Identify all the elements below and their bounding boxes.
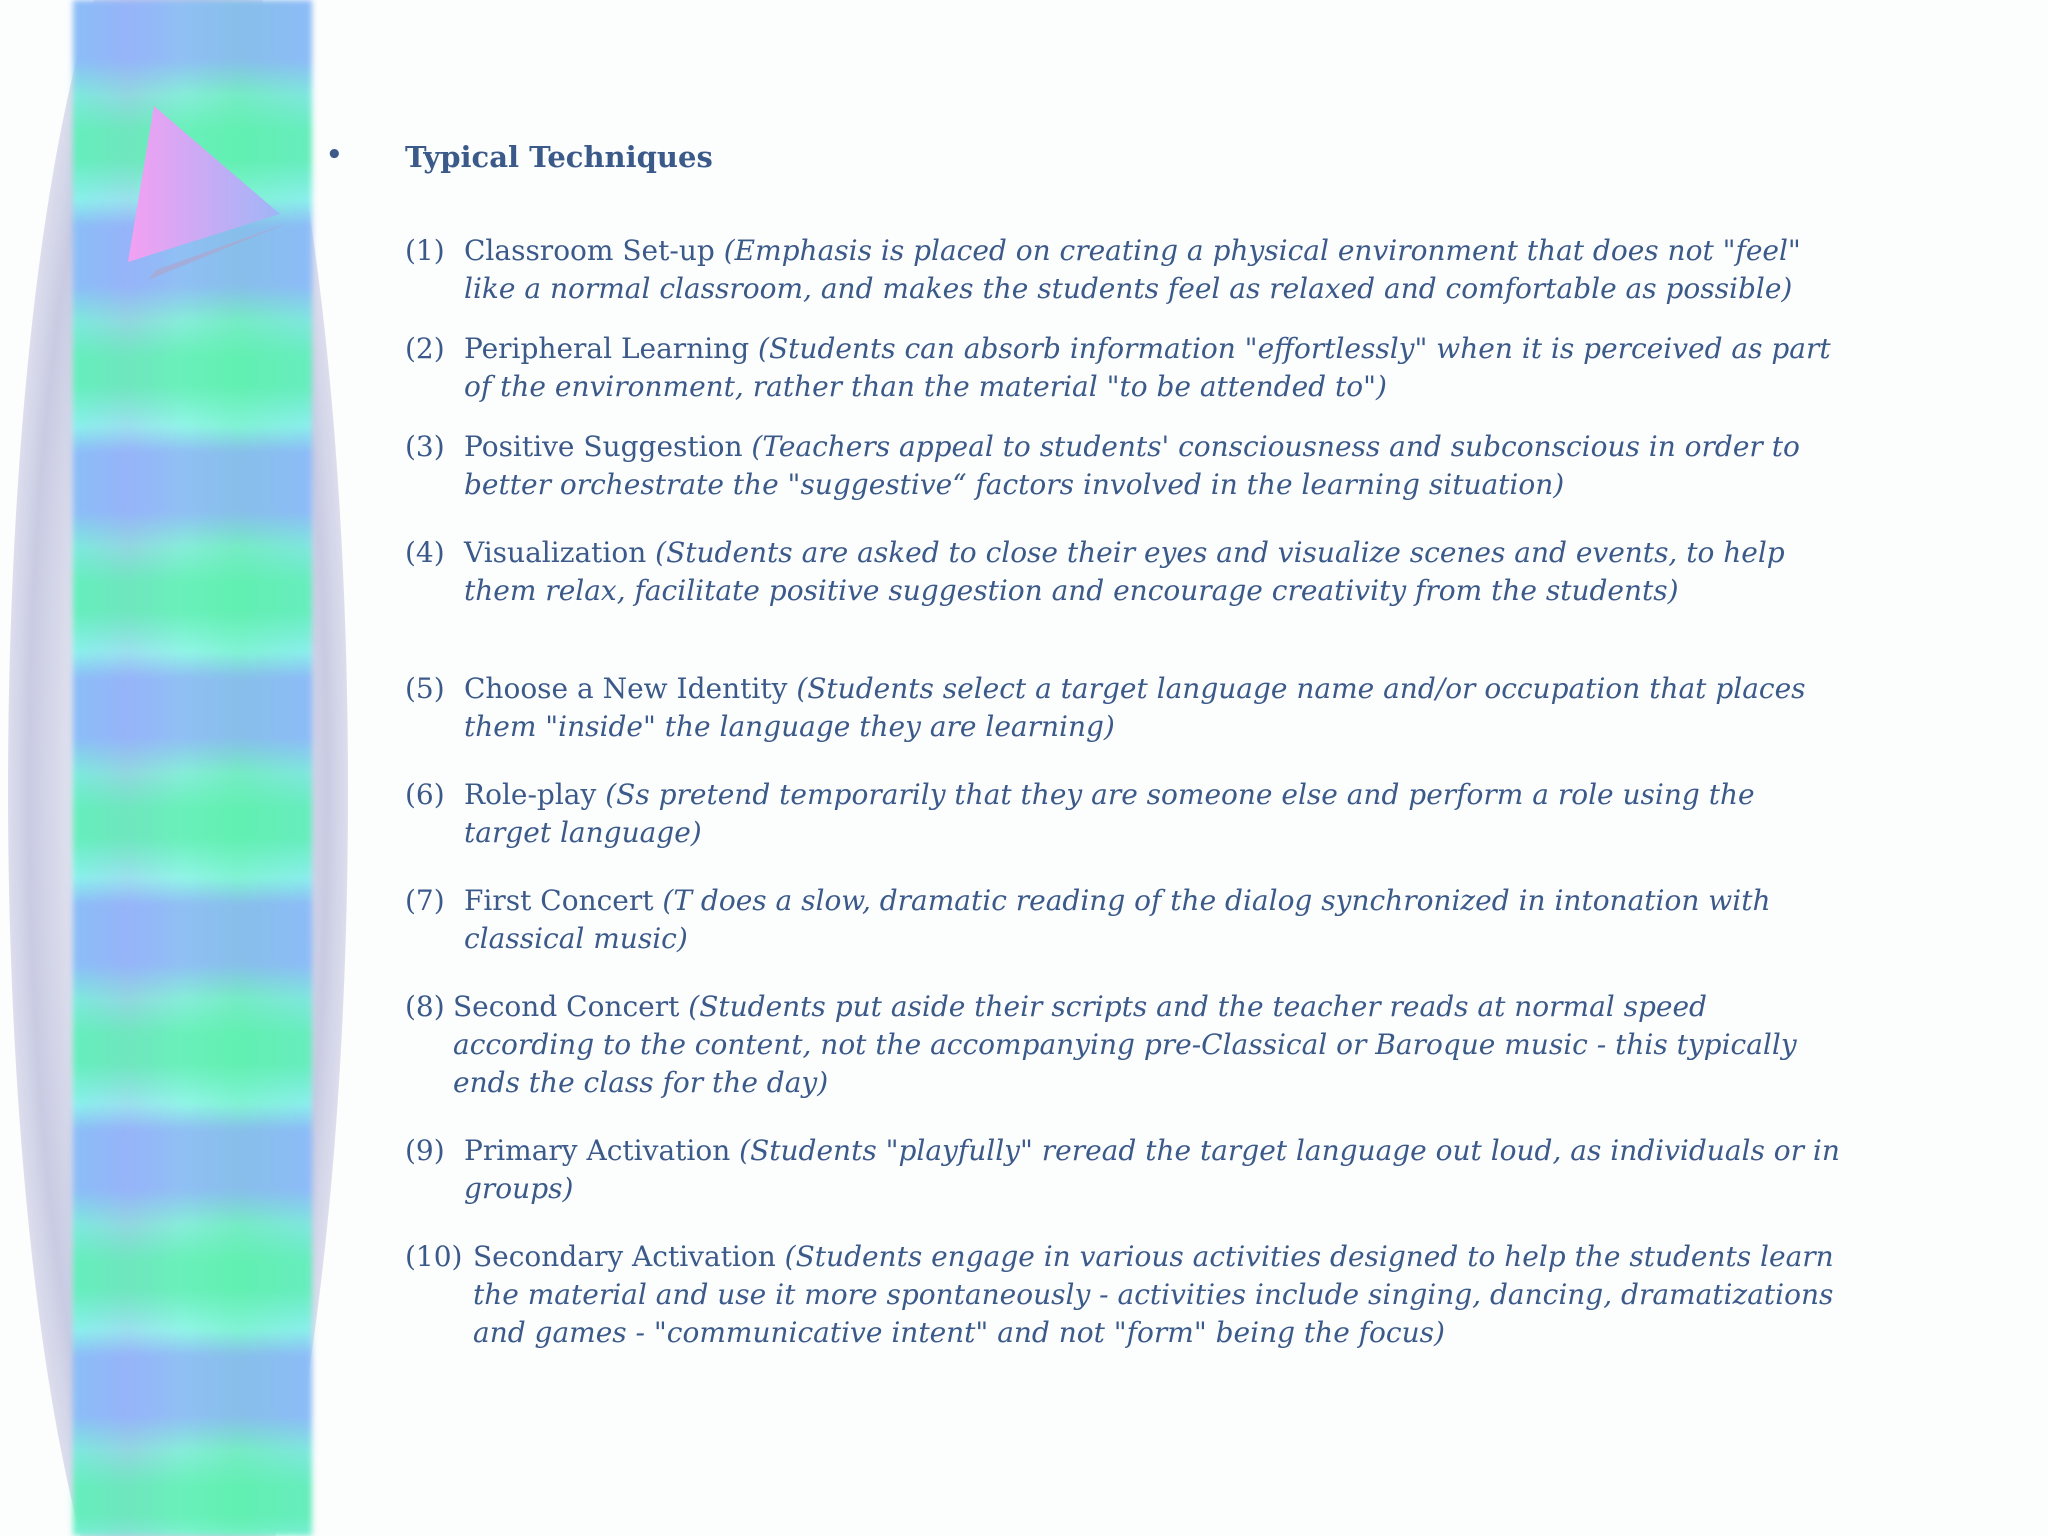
technique-number: (7)	[405, 884, 445, 917]
technique-item	[405, 232, 1985, 308]
technique-item	[405, 1238, 1985, 1352]
technique-line	[453, 988, 1985, 1026]
technique-item	[405, 776, 1985, 852]
technique-description: (Students are asked to close their eyes and visualize scenes and events, to help	[655, 536, 1785, 569]
technique-term: Positive Suggestion	[464, 430, 743, 463]
technique-description-continued: target language)	[464, 816, 702, 849]
technique-description: (Ss pretend temporarily that they are someone else and perform a role using the	[605, 778, 1755, 811]
technique-line	[464, 534, 1985, 572]
technique-description: (Emphasis is placed on creating a physical environment that does not "feel"	[723, 234, 1801, 267]
technique-term: Choose a New Identity	[464, 672, 788, 705]
content-area	[320, 140, 2000, 1349]
technique-description-continued: better orchestrate the "suggestive“ factors involved in the learning situation)	[464, 468, 1565, 501]
technique-number: (8)	[405, 990, 445, 1023]
technique-description: (Students "playfully" reread the target language out loud, as individuals or in	[739, 1134, 1840, 1167]
technique-number: (6)	[405, 778, 445, 811]
technique-number: (2)	[405, 332, 445, 365]
technique-number: (9)	[405, 1134, 445, 1167]
technique-line	[464, 882, 1985, 920]
technique-item	[405, 882, 1985, 958]
technique-description: (Students put aside their scripts and the teacher reads at normal speed	[688, 990, 1707, 1023]
technique-description-continued: according to the content, not the accompanying pre-Classical or Baroque music - this typically	[453, 1028, 1797, 1061]
technique-description: (Students can absorb information "effortlessly" when it is perceived as part	[758, 332, 1831, 365]
technique-description: (Students engage in various activities designed to help the students learn	[784, 1240, 1834, 1273]
technique-term: Secondary Activation	[473, 1240, 776, 1273]
technique-description-continued: the material and use it more spontaneously - activities include singing, dancing, dramatizations	[473, 1278, 1834, 1311]
technique-line	[464, 1132, 1985, 1170]
technique-number: (5)	[405, 672, 445, 705]
technique-body	[464, 1132, 1985, 1208]
technique-description-continued: groups)	[464, 1172, 574, 1205]
technique-term: First Concert	[464, 884, 654, 917]
technique-number: (3)	[405, 430, 445, 463]
technique-body	[464, 776, 1985, 852]
technique-term: Second Concert	[453, 990, 680, 1023]
technique-line	[464, 330, 1985, 368]
technique-term: Role-play	[464, 778, 597, 811]
technique-body	[464, 882, 1985, 958]
technique-item	[405, 988, 1985, 1102]
technique-body	[453, 988, 1985, 1102]
technique-description: (Teachers appeal to students' consciousness and subconscious in order to	[751, 430, 1800, 463]
technique-item	[405, 534, 1985, 610]
technique-term: Visualization	[464, 536, 647, 569]
technique-line	[473, 1238, 1985, 1276]
technique-description-continued: and games - "communicative intent" and not "form" being the focus)	[473, 1316, 1445, 1349]
slide-heading: Typical Techniques	[405, 140, 713, 174]
technique-term: Classroom Set-up	[464, 234, 715, 267]
technique-body	[464, 428, 1985, 504]
technique-line	[464, 670, 1985, 708]
technique-body	[464, 670, 1985, 746]
technique-body	[464, 330, 1985, 406]
heading-row	[320, 140, 2000, 180]
technique-line	[464, 232, 1985, 270]
technique-item	[405, 428, 1985, 504]
decorative-triangle-icon	[120, 100, 290, 290]
technique-item	[405, 1132, 1985, 1208]
technique-description-continued: of the environment, rather than the material "to be attended to")	[464, 370, 1387, 403]
technique-number: (1)	[405, 234, 445, 267]
technique-body	[464, 534, 1985, 610]
technique-description: (T does a slow, dramatic reading of the dialog synchronized in intonation with	[662, 884, 1771, 917]
technique-line	[464, 776, 1985, 814]
technique-number: (4)	[405, 536, 445, 569]
bullet-icon: •	[326, 140, 343, 170]
technique-description-continued: them relax, facilitate positive suggestion and encourage creativity from the students)	[464, 574, 1679, 607]
technique-description: (Students select a target language name and/or occupation that places	[796, 672, 1806, 705]
technique-description-continued: them "inside" the language they are learning)	[464, 710, 1115, 743]
technique-item	[405, 670, 1985, 746]
technique-description-continued: classical music)	[464, 922, 688, 955]
technique-term: Peripheral Learning	[464, 332, 750, 365]
technique-line	[464, 428, 1985, 466]
technique-description-continued: like a normal classroom, and makes the students feel as relaxed and comfortable as possible)	[464, 272, 1793, 305]
technique-description-continued: ends the class for the day)	[453, 1066, 829, 1099]
technique-term: Primary Activation	[464, 1134, 740, 1167]
technique-item	[405, 330, 1985, 406]
technique-number: (10)	[405, 1240, 463, 1273]
technique-body	[473, 1238, 1985, 1352]
technique-body	[464, 232, 1985, 308]
